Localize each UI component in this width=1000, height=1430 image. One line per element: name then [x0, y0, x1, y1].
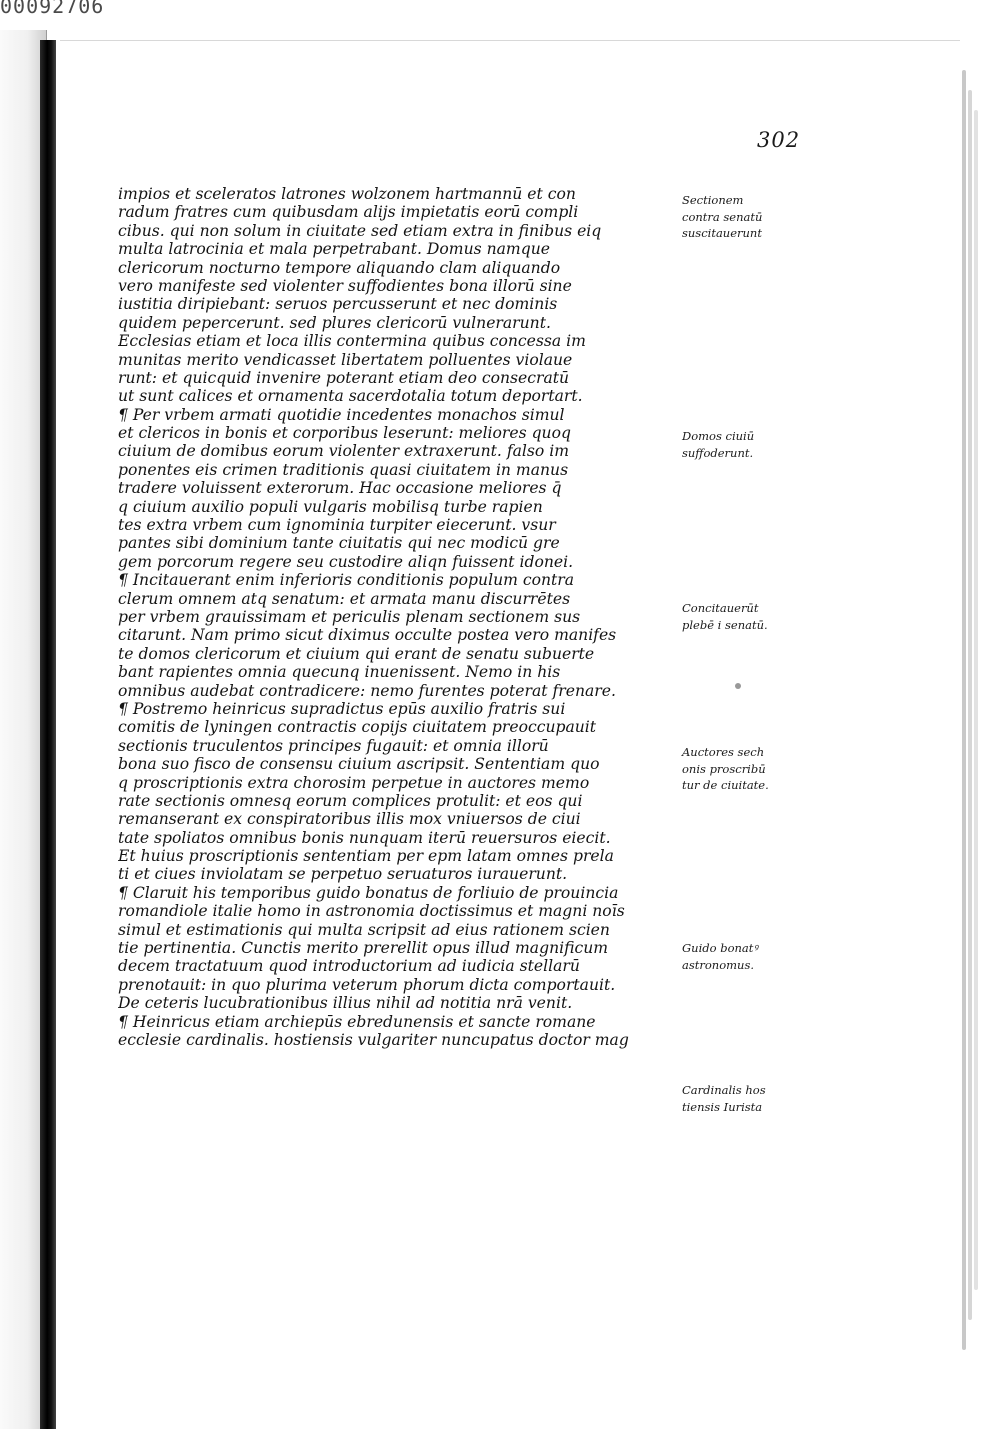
page-stack-edge [974, 110, 978, 1290]
marginal-note-line: suscitauerunt [682, 226, 762, 240]
text-line: ¶ Postremo heinricus supradictus epūs auxilio fratris sui [118, 699, 566, 718]
marginal-note-line: Guido bonatꝰ [682, 941, 758, 955]
marginal-note-line: Auctores sech [682, 745, 765, 759]
marginal-note-line: astronomus. [682, 957, 754, 972]
text-line: remanserant ex conspiratoribus illis mox vniuersos de ciui [118, 810, 581, 829]
text-line: et clericos in bonis et corporibus leserunt: meliores quoq [118, 424, 571, 443]
text-line: tes extra vrbem cum ignominia turpiter eiecerunt. vsur [118, 516, 556, 535]
text-line: iustitia diripiebant: seruos percusserunt et nec dominis [118, 295, 558, 314]
text-line: clerum omnem atq senatum: et armata manu discurrētes [118, 589, 571, 608]
text-line: ¶ Heinricus etiam archiepūs ebredunensis et sancte romane [118, 1012, 596, 1031]
text-line: clericorum nocturno tempore aliquando clam aliquando [118, 258, 561, 277]
page-number: 302 [757, 128, 801, 152]
marginal-note-line: tiensis Iurista [682, 1099, 763, 1114]
text-line: radum fratres cum quibusdam alijs impietatis eorū compli [118, 203, 579, 222]
text-line: ciuium de domibus eorum violenter extraxerunt. falso im [118, 442, 570, 461]
marginal-note-proscribed [682, 744, 800, 794]
text-line: q proscriptionis extra chorosim perpetue in auctores memo [118, 773, 590, 792]
marginal-note-houses [682, 428, 800, 461]
text-line: munitas merito vendicasset libertatem polluentes violaue [118, 350, 573, 369]
text-line: decem tractatuum quod introductorium ad iudicia stellarū [118, 957, 580, 976]
text-line: bona suo fisco de consensu ciuium ascripsit. Sententiam quo [118, 755, 600, 774]
marginal-note-line: Cardinalis hos [682, 1083, 766, 1097]
text-line: per vrbem grauissimam et periculis plenam sectionem sus [118, 607, 581, 626]
marginal-note-sedition [682, 192, 800, 242]
text-line: citarunt. Nam primo sicut diximus occulte postea vero manifes [118, 626, 617, 645]
text-line: simul et estimationis qui multa scripsit ad eius rationem scien [118, 920, 610, 939]
text-line: multa latrocinia et mala perpetrabant. Domus namque [118, 240, 550, 259]
text-line: impios et sceleratos latrones wolzonem hartmannū et con [118, 185, 576, 203]
text-line: te domos clericorum et ciuium qui erant de senatu subuerte [118, 644, 595, 663]
text-line: tate spoliatos omnibus bonis nunquam iterū reuersuros eiecit. [118, 828, 611, 847]
marginal-note-line: onis proscribū [682, 761, 766, 776]
text-line: pantes sibi dominium tante ciuitatis qui nec modicū gre [118, 534, 560, 553]
marginal-note-line: Domos ciuiū [682, 429, 755, 443]
text-line: cibus. qui non solum in ciuitate sed etiam extra in finibus eiq [118, 221, 602, 240]
marginal-note-incited [682, 600, 800, 633]
text-line: tradere voluissent exterorum. Hac occasione meliores q̄ [118, 479, 562, 498]
page-stack-edge [962, 70, 966, 1350]
main-text-block [118, 185, 658, 1049]
marginal-note-line: plebē i senatū. [682, 617, 768, 632]
text-line: romandiole italie homo in astronomia doctissimus et magni noīs [118, 902, 625, 921]
marginal-note-line: Concitauerūt [682, 601, 759, 615]
text-line: q ciuium auxilio populi vulgaris mobilisq turbe rapien [118, 497, 543, 516]
text-line: sectionis truculentos principes fugauit: et omnia illorū [118, 736, 549, 755]
text-line: ut sunt calices et ornamenta sacerdotalia totum deportart. [118, 387, 583, 406]
text-line: ecclesie cardinalis. hostiensis vulgariter nuncupatus doctor mag [118, 1030, 629, 1049]
marginal-note-line: contra senatū [682, 209, 763, 224]
marginal-note-line: suffoderunt. [682, 445, 754, 460]
text-line: comitis de lyningen contractis copijs ciuitatem preoccupauit [118, 718, 597, 737]
marginal-note-guido [682, 940, 800, 973]
text-line: De ceteris lucubrationibus illius nihil ad notitia nrā venit. [118, 994, 573, 1013]
text-line: Ecclesias etiam et loca illis contermina quibus concessa im [118, 332, 586, 351]
text-line: ti et ciues inviolatam se perpetuo seruaturos iurauerunt. [118, 865, 568, 884]
text-line: rate sectionis omnesq eorum complices protulit: et eos qui [118, 791, 583, 810]
text-line: runt: et quicquid invenire poterant etiam deo consecratū [118, 368, 570, 387]
ink-blemish [735, 683, 741, 689]
marginal-note-line: Sectionem [682, 193, 744, 207]
page-stack-edge [968, 90, 972, 1320]
text-line: gem porcorum regere seu custodire aliqn fuissent idonei. [118, 552, 574, 571]
text-line: ponentes eis crimen traditionis quasi ciuitatem in manus [118, 460, 569, 479]
text-line: tie pertinentia. Cunctis merito prerellit opus illud magnificum [118, 939, 609, 958]
text-line: bant rapientes omnia quecunq inuenissent. Nemo in his [118, 663, 561, 682]
text-line: ¶ Incitauerant enim inferioris conditionis populum contra [118, 571, 575, 590]
text-line: ¶ Claruit his temporibus guido bonatus de forliuio de prouincia [118, 883, 619, 902]
text-line: ¶ Per vrbem armati quotidie incedentes monachos simul [118, 405, 565, 424]
marginal-note-cardinal [682, 1082, 800, 1115]
scan-identifier: 00092706 [0, 0, 105, 18]
text-line: omnibus audebat contradicere: nemo furentes poterat frenare. [118, 681, 616, 700]
marginal-note-line: tur de ciuitate. [682, 778, 769, 792]
text-line: prenotauit: in quo plurima veterum phorum dicta comportauit. [118, 975, 616, 994]
text-line: Et huius proscriptionis sententiam per epm latam omnes prela [118, 847, 614, 866]
text-line: quidem pepercerunt. sed plures clericorū vulnerarunt. [118, 313, 551, 332]
binding-gutter [40, 40, 56, 1429]
text-line: vero manifeste sed violenter suffodientes bona illorū sine [118, 276, 572, 295]
